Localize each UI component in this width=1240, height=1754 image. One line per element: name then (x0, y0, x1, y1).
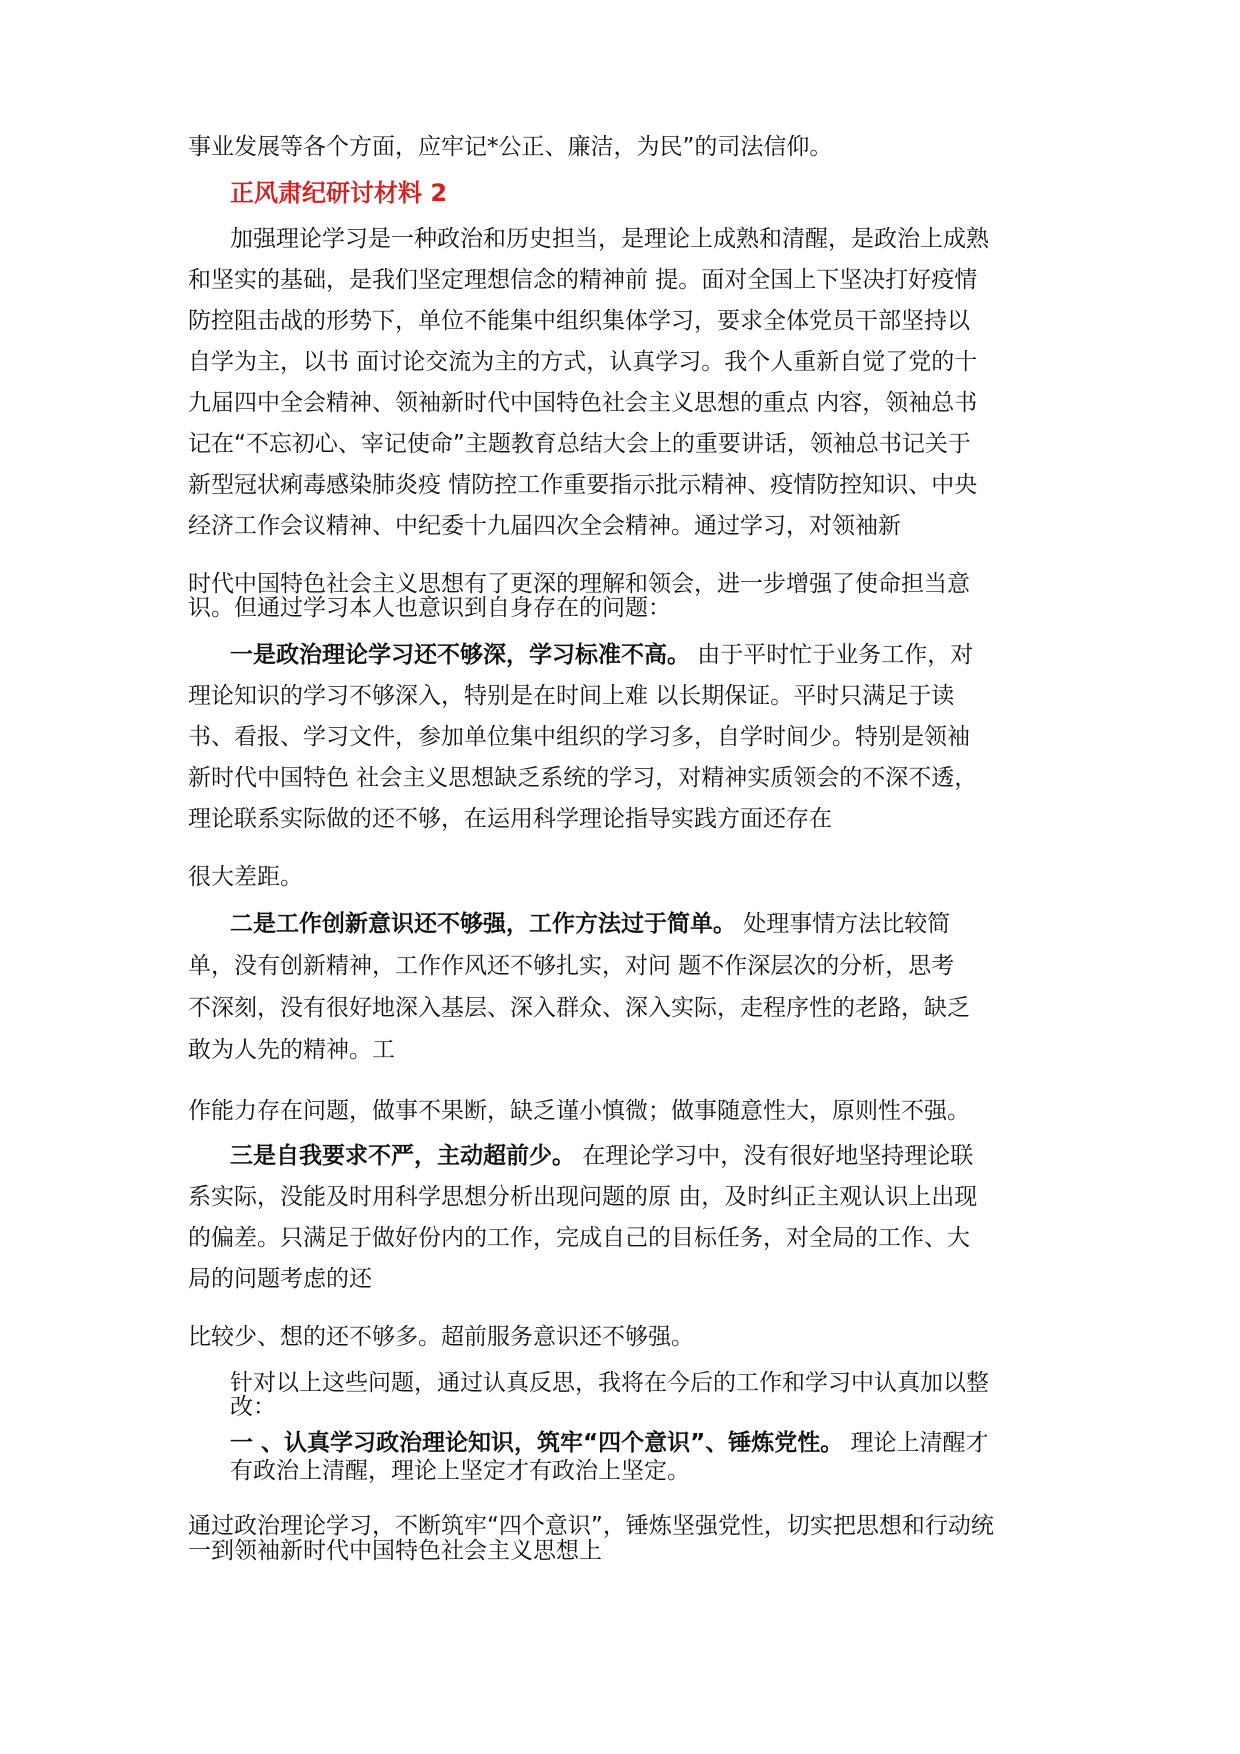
point-text: 在理论学习中，没有很好地坚持理论联 (575, 1143, 974, 1169)
paragraph-line: 新时代中国特色 社会主义思想缺乏系统的学习，对精神实质领会的不深不透， (188, 765, 978, 791)
section-title: 正风肃纪研讨材料 2 (230, 179, 448, 207)
point-text: 理论上清醒才 (843, 1430, 989, 1456)
paragraph-line: 敢为人先的精神。工 (188, 1037, 395, 1063)
paragraph-line: 和坚实的基础，是我们坚定理想信念的精神前 提。面对全国上下坚决打好疫情 (188, 267, 978, 293)
paragraph-line: 新型冠状痢毒感染肺炎疫 情防控工作重要指示批示精神、疫情防控知识、中央 (188, 472, 978, 498)
paragraph-line: 记在“不忘初心、宰记使命”主题教育总结大会上的重要讲话，领袖总书记关于 (188, 431, 971, 457)
paragraph-line (230, 640, 973, 670)
paragraph-line: 加强理论学习是一种政治和历史担当，是理论上成熟和清醒，是政治上成熟 (230, 226, 989, 252)
paragraph-line: 系实际，没能及时用科学思想分析出现问题的原 由，及时纠正主观认识上出现 (188, 1184, 978, 1210)
paragraph-line: 的偏差。只满足于做好份内的工作，完成自己的目标任务，对全局的工作、大 (188, 1225, 970, 1251)
point-text: 处理事情方法比较简 (736, 911, 951, 937)
paragraph-line: 理论联系实际做的还不够，在运用科学理论指导实践方面还存在 (188, 806, 832, 832)
point-text: 由于平时忙于业务工作，对 (690, 642, 974, 668)
paragraph-line: 识。但通过学习本人也意识到自身存在的问题： (188, 595, 671, 621)
paragraph-line: 单，没有创新精神，工作作风还不够扎实，对问 题不作深层次的分析，思考 (188, 953, 955, 979)
point-heading-2: 二是工作创新意识还不够强，工作方法过于简单。 (230, 911, 736, 937)
paragraph-line: 时代中国特色社会主义思想有了更深的理解和领会，进一步增强了使命担当意 (188, 571, 970, 597)
paragraph-line: 理论知识的学习不够深入，特别是在时间上难 以长期保证。平时只满足于读 (188, 683, 955, 709)
paragraph-line: 通过政治理论学习，不断筑牢“四个意识”，锤炼坚强党性，切实把思想和行动统 (188, 1513, 994, 1539)
paragraph-line: 书、看报、学习文件，参加单位集中组织的学习多，自学时间少。特别是领袖 (188, 724, 970, 750)
paragraph-line: 经济工作会议精神、中纪委十九届四次全会精神。通过学习，对领袖新 (188, 513, 901, 539)
paragraph-line: 事业发展等各个方面，应牢记*公正、廉洁，为民”的司法信仰。 (188, 134, 833, 160)
point-heading-1: 一是政治理论学习还不够深，学习标准不高。 (230, 642, 690, 668)
point-heading-3: 三是自我要求不严，主动超前少。 (230, 1143, 575, 1169)
paragraph-line: 很大差距。 (188, 864, 303, 890)
paragraph-line: 改： (230, 1394, 276, 1420)
paragraph-line: 有政治上清醒，理论上坚定才有政治上坚定。 (230, 1458, 690, 1484)
paragraph-line: 九届四中全会精神、领袖新时代中国特色社会主义思想的重点 内容，领袖总书 (188, 390, 978, 416)
paragraph-line (230, 1141, 973, 1171)
paragraph-line: 防控阻击战的形势下，单位不能集中组织集体学习，要求全体党员干部坚持以 (188, 308, 970, 334)
paragraph-line: 比较少、想的还不够多。超前服务意识还不够强。 (188, 1324, 694, 1350)
paragraph-line: 自学为主，以书 面讨论交流为主的方式，认真学习。我个人重新自觉了党的十 (188, 349, 978, 375)
rectification-heading-1: 一 、认真学习政治理论知识，筑牢“四个意识”、锤炼党性。 (230, 1430, 844, 1456)
paragraph-line: 针对以上这些问题，通过认真反思，我将在今后的工作和学习中认真加以整 (230, 1370, 989, 1396)
paragraph-line: 局的问题考虑的还 (188, 1266, 372, 1292)
paragraph-line: 不深刻，没有很好地深入基层、深入群众、深入实际，走程序性的老路，缺乏 (188, 995, 970, 1021)
paragraph-line: 作能力存在问题，做事不果断，缺乏谨小慎微；做事随意性大，原则性不强。 (188, 1098, 970, 1124)
paragraph-line (230, 1428, 989, 1458)
paragraph-line (230, 909, 950, 939)
paragraph-line: 一到领袖新时代中国特色社会主义思想上 (188, 1538, 602, 1564)
